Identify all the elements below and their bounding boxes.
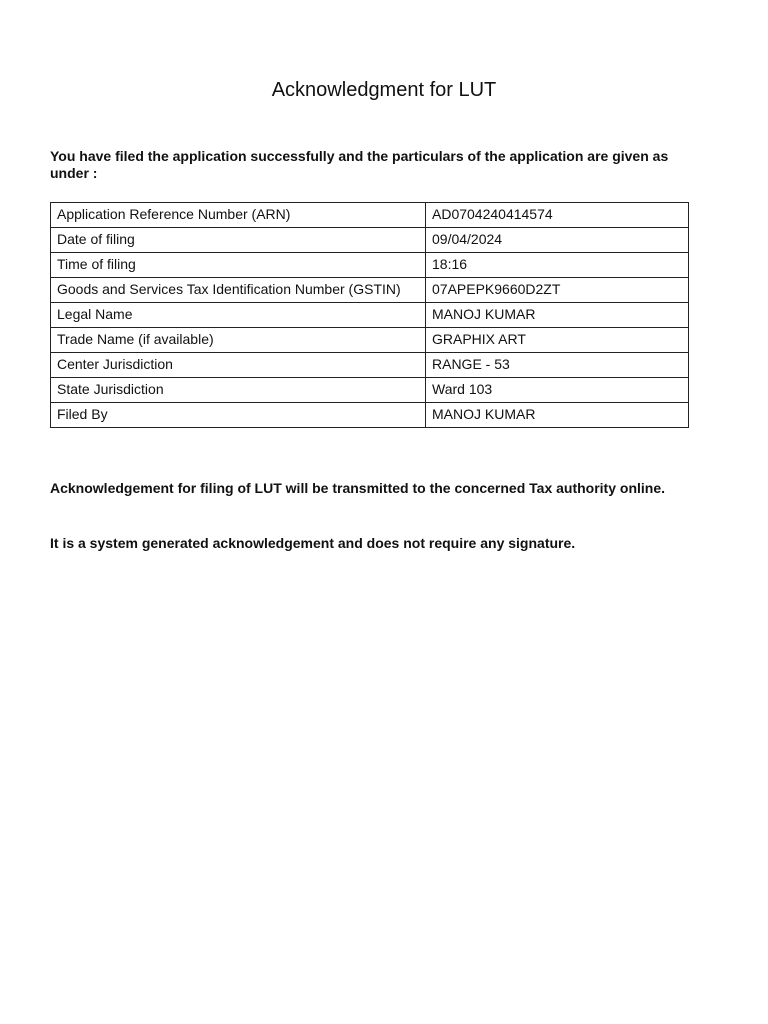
table-row-gstin	[51, 278, 689, 303]
row-value: Ward 103	[426, 378, 689, 403]
table-row-trade-name	[51, 328, 689, 353]
row-label: Filed By	[51, 403, 426, 428]
transmit-note: Acknowledgement for filing of LUT will be transmitted to the concerned Tax authority online.	[50, 480, 666, 496]
table-row-date-of-filing	[51, 228, 689, 253]
row-label: Center Jurisdiction	[51, 353, 426, 378]
row-value: 18:16	[426, 253, 689, 278]
row-value: RANGE - 53	[426, 353, 689, 378]
table-row-center-jurisdiction	[51, 353, 689, 378]
row-value: MANOJ KUMAR	[426, 303, 689, 328]
system-generated-note: It is a system generated acknowledgement and does not require any signature.	[50, 535, 576, 551]
row-value: 09/04/2024	[426, 228, 689, 253]
table-row-state-jurisdiction	[51, 378, 689, 403]
row-value: 07APEPK9660D2ZT	[426, 278, 689, 303]
row-label: Application Reference Number (ARN)	[51, 203, 426, 228]
application-details-table	[50, 202, 689, 428]
table-row-filed-by	[51, 403, 689, 428]
row-label: Legal Name	[51, 303, 426, 328]
table-row-legal-name	[51, 303, 689, 328]
row-label: State Jurisdiction	[51, 378, 426, 403]
row-value: GRAPHIX ART	[426, 328, 689, 353]
row-label: Date of filing	[51, 228, 426, 253]
row-label: Time of filing	[51, 253, 426, 278]
row-value: MANOJ KUMAR	[426, 403, 689, 428]
table-row-time-of-filing	[51, 253, 689, 278]
row-value: AD0704240414574	[426, 203, 689, 228]
row-label: Goods and Services Tax Identification Number (GSTIN)	[51, 278, 426, 303]
intro-text: You have filed the application successfully and the particulars of the application are given as under :	[50, 148, 669, 181]
page-title: Acknowledgment for LUT	[271, 79, 497, 101]
row-label: Trade Name (if available)	[51, 328, 426, 353]
table-row-arn	[51, 203, 689, 228]
